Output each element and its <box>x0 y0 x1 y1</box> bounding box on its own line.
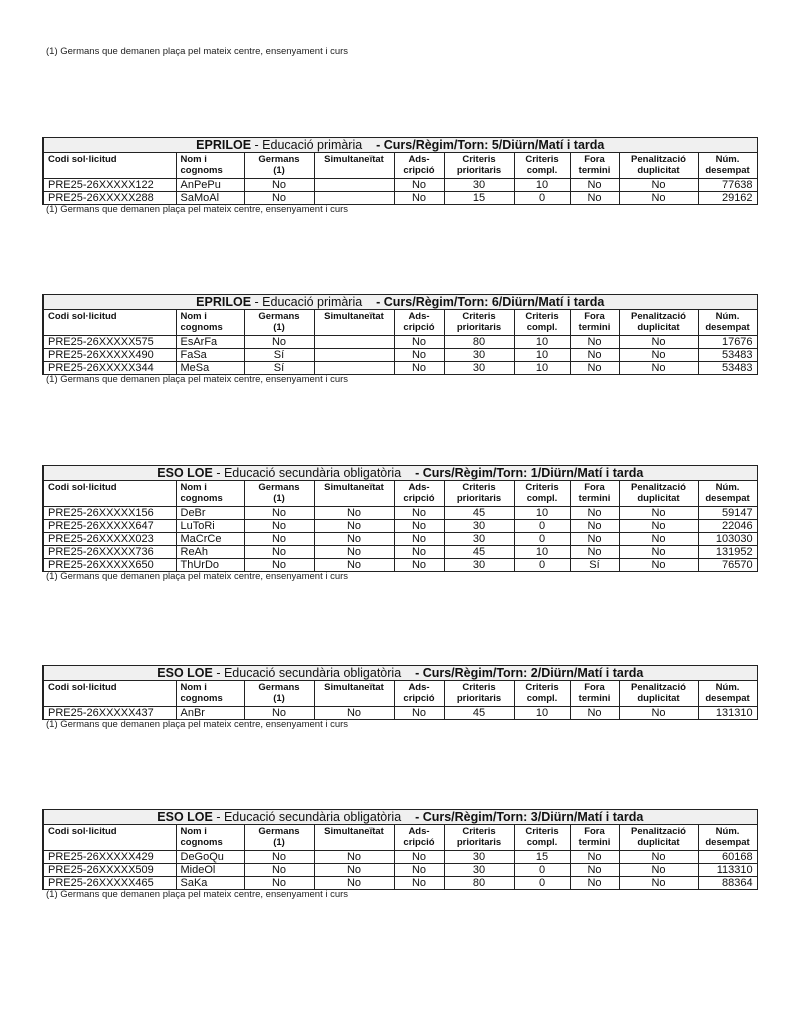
table-cell <box>314 349 394 362</box>
column-header: Núm. desempat <box>698 310 757 336</box>
table-title <box>43 810 757 825</box>
table-title <box>43 138 757 153</box>
table-row <box>43 507 757 520</box>
table-cell: 17676 <box>698 336 757 349</box>
table-cell: PRE25-26XXXXX647 <box>43 520 176 533</box>
column-header: Núm. desempat <box>698 153 757 179</box>
column-header: Germans (1) <box>244 681 314 707</box>
footnote: (1) Germans que demanen plaça pel mateix centre, ensenyament i curs <box>46 719 349 730</box>
table-cell: No <box>394 192 444 205</box>
table-cell: No <box>244 192 314 205</box>
table-cell: 15 <box>444 192 514 205</box>
table-cell: PRE25-26XXXXX122 <box>43 179 176 192</box>
table-cell: 30 <box>444 559 514 572</box>
table-cell: No <box>394 707 444 720</box>
column-header: Criteris prioritaris <box>444 153 514 179</box>
column-header: Simultaneïtat <box>314 310 394 336</box>
table-cell: No <box>570 362 619 375</box>
table-cell: 10 <box>514 707 570 720</box>
column-header: Nom i cognoms <box>176 481 244 507</box>
title-program: ESO LOE <box>157 810 213 824</box>
table-cell: 0 <box>514 559 570 572</box>
title-description: - Educació primària <box>251 138 363 152</box>
table-cell: No <box>244 559 314 572</box>
title-course: - Curs/Règim/Torn: 1/Diürn/Matí i tarda <box>415 466 644 480</box>
column-header: Penalització duplicitat <box>619 681 698 707</box>
table-cell: 0 <box>514 520 570 533</box>
table-cell: PRE25-26XXXXX437 <box>43 707 176 720</box>
table-cell: No <box>314 877 394 890</box>
table-title <box>43 295 757 310</box>
title-program: EPRILOE <box>196 295 252 309</box>
table-cell: 10 <box>514 546 570 559</box>
table-cell: No <box>570 192 619 205</box>
column-header: Núm. desempat <box>698 825 757 851</box>
table-cell: Sí <box>570 559 619 572</box>
column-header: Codi sol·licitud <box>43 481 176 507</box>
table-cell: AnPePu <box>176 179 244 192</box>
title-course: - Curs/Règim/Torn: 3/Diürn/Matí i tarda <box>415 810 644 824</box>
table-cell: No <box>619 179 698 192</box>
column-header: Simultaneïtat <box>314 481 394 507</box>
table-cell: No <box>244 507 314 520</box>
table-cell: 59147 <box>698 507 757 520</box>
table-cell: 15 <box>514 851 570 864</box>
table-cell: PRE25-26XXXXX429 <box>43 851 176 864</box>
admission-table <box>42 294 758 375</box>
column-header: Penalització duplicitat <box>619 310 698 336</box>
table-cell: No <box>394 533 444 546</box>
table-cell: 30 <box>444 179 514 192</box>
title-course: - Curs/Règim/Torn: 5/Diürn/Matí i tarda <box>376 138 605 152</box>
column-header: Núm. desempat <box>698 681 757 707</box>
table-cell: No <box>314 559 394 572</box>
table-cell: No <box>314 546 394 559</box>
table-cell: 30 <box>444 520 514 533</box>
table-cell: 45 <box>444 507 514 520</box>
table-row <box>43 546 757 559</box>
table-cell: 0 <box>514 533 570 546</box>
footnote: (1) Germans que demanen plaça pel mateix centre, ensenyament i curs <box>46 204 349 215</box>
table-cell: No <box>244 864 314 877</box>
column-header: Fora termini <box>570 825 619 851</box>
table-cell: No <box>314 864 394 877</box>
table-cell: No <box>619 507 698 520</box>
footnote: (1) Germans que demanen plaça pel mateix centre, ensenyament i curs <box>46 374 349 385</box>
table-cell: PRE25-26XXXXX344 <box>43 362 176 375</box>
table-cell: ThUrDo <box>176 559 244 572</box>
table-cell: No <box>244 877 314 890</box>
table-cell: 10 <box>514 336 570 349</box>
column-header: Penalització duplicitat <box>619 825 698 851</box>
table-cell: No <box>570 336 619 349</box>
table-cell: MeSa <box>176 362 244 375</box>
column-header: Nom i cognoms <box>176 310 244 336</box>
table-cell: DeBr <box>176 507 244 520</box>
table-cell: No <box>394 864 444 877</box>
table-cell: 30 <box>444 533 514 546</box>
table-cell: No <box>619 707 698 720</box>
table-cell: PRE25-26XXXXX490 <box>43 349 176 362</box>
column-header: Ads- cripció <box>394 153 444 179</box>
column-header: Criteris prioritaris <box>444 481 514 507</box>
table-cell: 22046 <box>698 520 757 533</box>
table-cell: 53483 <box>698 349 757 362</box>
table-cell: No <box>619 546 698 559</box>
table-cell: MaCrCe <box>176 533 244 546</box>
table-row <box>43 864 757 877</box>
table-cell: No <box>570 864 619 877</box>
column-header: Nom i cognoms <box>176 825 244 851</box>
table-cell: 77638 <box>698 179 757 192</box>
table-cell: No <box>570 349 619 362</box>
table-cell: 88364 <box>698 877 757 890</box>
column-header: Criteris prioritaris <box>444 681 514 707</box>
table-cell: 10 <box>514 179 570 192</box>
column-header: Penalització duplicitat <box>619 153 698 179</box>
table-cell: DeGoQu <box>176 851 244 864</box>
table-cell: No <box>394 507 444 520</box>
table-cell: MideOl <box>176 864 244 877</box>
table-cell: No <box>619 864 698 877</box>
table-cell <box>314 336 394 349</box>
column-header: Codi sol·licitud <box>43 681 176 707</box>
table-row <box>43 851 757 864</box>
table-cell: 45 <box>444 707 514 720</box>
table-cell: No <box>394 559 444 572</box>
title-course: - Curs/Règim/Torn: 6/Diürn/Matí i tarda <box>376 295 605 309</box>
admission-table <box>42 465 758 572</box>
table-cell: 60168 <box>698 851 757 864</box>
table-cell: 113310 <box>698 864 757 877</box>
column-header: Germans (1) <box>244 153 314 179</box>
table-cell: 30 <box>444 851 514 864</box>
table-cell: ReAh <box>176 546 244 559</box>
table-cell: No <box>619 336 698 349</box>
table-cell: No <box>244 851 314 864</box>
column-header: Núm. desempat <box>698 481 757 507</box>
column-header: Fora termini <box>570 153 619 179</box>
table-cell: No <box>570 507 619 520</box>
table-cell: 53483 <box>698 362 757 375</box>
column-header: Penalització duplicitat <box>619 481 698 507</box>
table-row <box>43 349 757 362</box>
table-cell: No <box>619 877 698 890</box>
title-description: - Educació secundària obligatòria <box>212 666 402 680</box>
table-cell: No <box>570 546 619 559</box>
column-header: Ads- cripció <box>394 481 444 507</box>
column-header: Codi sol·licitud <box>43 153 176 179</box>
table-cell: 10 <box>514 507 570 520</box>
table-cell: 0 <box>514 877 570 890</box>
table-cell: SaKa <box>176 877 244 890</box>
table-cell: PRE25-26XXXXX736 <box>43 546 176 559</box>
table-cell: 103030 <box>698 533 757 546</box>
column-header: Germans (1) <box>244 481 314 507</box>
table-cell: No <box>244 707 314 720</box>
column-header: Germans (1) <box>244 310 314 336</box>
table-row <box>43 179 757 192</box>
table-cell: No <box>619 851 698 864</box>
table-cell: 131952 <box>698 546 757 559</box>
table-cell: No <box>244 533 314 546</box>
title-program: EPRILOE <box>196 138 252 152</box>
column-header: Simultaneïtat <box>314 681 394 707</box>
table-cell: No <box>244 520 314 533</box>
table-cell: Sí <box>244 362 314 375</box>
column-header: Criteris compl. <box>514 153 570 179</box>
table-cell: 131310 <box>698 707 757 720</box>
table-cell: 0 <box>514 864 570 877</box>
title-description: - Educació secundària obligatòria <box>212 810 402 824</box>
table-cell: No <box>619 362 698 375</box>
column-header: Criteris prioritaris <box>444 825 514 851</box>
column-header: Simultaneïtat <box>314 825 394 851</box>
table-cell: No <box>394 851 444 864</box>
table-cell: No <box>314 533 394 546</box>
admission-table <box>42 665 758 720</box>
table-cell: No <box>394 349 444 362</box>
table-cell: AnBr <box>176 707 244 720</box>
table-cell: 10 <box>514 362 570 375</box>
table-cell <box>314 192 394 205</box>
table-cell: No <box>394 362 444 375</box>
table-cell: PRE25-26XXXXX509 <box>43 864 176 877</box>
admission-table <box>42 809 758 890</box>
table-cell: No <box>314 707 394 720</box>
table-cell: 10 <box>514 349 570 362</box>
column-header: Criteris compl. <box>514 825 570 851</box>
table-cell: No <box>619 192 698 205</box>
table-row <box>43 707 757 720</box>
table-cell: PRE25-26XXXXX575 <box>43 336 176 349</box>
column-header: Ads- cripció <box>394 310 444 336</box>
table-cell: No <box>314 507 394 520</box>
table-cell: No <box>394 520 444 533</box>
table-cell: PRE25-26XXXXX023 <box>43 533 176 546</box>
column-header: Criteris prioritaris <box>444 310 514 336</box>
column-header: Ads- cripció <box>394 825 444 851</box>
column-header: Criteris compl. <box>514 681 570 707</box>
table-row <box>43 362 757 375</box>
table-cell: PRE25-26XXXXX156 <box>43 507 176 520</box>
table-row <box>43 559 757 572</box>
table-cell: No <box>619 533 698 546</box>
table-cell: No <box>619 520 698 533</box>
column-header: Nom i cognoms <box>176 681 244 707</box>
table-cell: No <box>619 559 698 572</box>
table-cell: 45 <box>444 546 514 559</box>
table-cell: No <box>244 179 314 192</box>
table-cell: 76570 <box>698 559 757 572</box>
column-header: Criteris compl. <box>514 481 570 507</box>
table-title <box>43 466 757 481</box>
table-cell: No <box>570 877 619 890</box>
title-course: - Curs/Règim/Torn: 2/Diürn/Matí i tarda <box>415 666 644 680</box>
table-row <box>43 533 757 546</box>
table-cell: 30 <box>444 349 514 362</box>
column-header: Fora termini <box>570 681 619 707</box>
column-header: Codi sol·licitud <box>43 310 176 336</box>
title-program: ESO LOE <box>157 666 213 680</box>
table-cell: 29162 <box>698 192 757 205</box>
table-cell: FaSa <box>176 349 244 362</box>
table-cell: EsArFa <box>176 336 244 349</box>
table-row <box>43 336 757 349</box>
title-description: - Educació secundària obligatòria <box>212 466 402 480</box>
table-cell: No <box>570 520 619 533</box>
table-cell: PRE25-26XXXXX288 <box>43 192 176 205</box>
title-program: ESO LOE <box>157 466 213 480</box>
column-header: Fora termini <box>570 310 619 336</box>
table-row <box>43 520 757 533</box>
table-cell: No <box>394 546 444 559</box>
table-cell: No <box>394 179 444 192</box>
column-header: Germans (1) <box>244 825 314 851</box>
column-header: Ads- cripció <box>394 681 444 707</box>
table-cell: No <box>394 336 444 349</box>
table-cell: 80 <box>444 336 514 349</box>
title-description: - Educació primària <box>251 295 363 309</box>
table-cell: SaMoAl <box>176 192 244 205</box>
footnote: (1) Germans que demanen plaça pel mateix centre, ensenyament i curs <box>46 571 349 582</box>
table-cell: 30 <box>444 864 514 877</box>
table-row <box>43 877 757 890</box>
column-header: Nom i cognoms <box>176 153 244 179</box>
column-header: Criteris compl. <box>514 310 570 336</box>
table-cell: PRE25-26XXXXX465 <box>43 877 176 890</box>
table-cell: No <box>570 179 619 192</box>
column-header: Codi sol·licitud <box>43 825 176 851</box>
table-cell: LuToRi <box>176 520 244 533</box>
table-cell: No <box>244 336 314 349</box>
table-cell <box>314 179 394 192</box>
table-cell: No <box>570 851 619 864</box>
table-cell: PRE25-26XXXXX650 <box>43 559 176 572</box>
table-title <box>43 666 757 681</box>
table-cell: No <box>619 349 698 362</box>
table-cell: No <box>314 851 394 864</box>
table-cell: No <box>244 546 314 559</box>
table-cell: No <box>570 533 619 546</box>
admission-table <box>42 137 758 205</box>
table-cell: 30 <box>444 362 514 375</box>
table-cell: No <box>570 707 619 720</box>
column-header: Simultaneïtat <box>314 153 394 179</box>
table-cell: 0 <box>514 192 570 205</box>
column-header: Fora termini <box>570 481 619 507</box>
footnote: (1) Germans que demanen plaça pel mateix centre, ensenyament i curs <box>46 46 349 57</box>
table-cell: No <box>314 520 394 533</box>
table-row <box>43 192 757 205</box>
table-cell: 80 <box>444 877 514 890</box>
footnote: (1) Germans que demanen plaça pel mateix centre, ensenyament i curs <box>46 889 349 900</box>
table-cell: Sí <box>244 349 314 362</box>
table-cell: No <box>394 877 444 890</box>
table-cell <box>314 362 394 375</box>
